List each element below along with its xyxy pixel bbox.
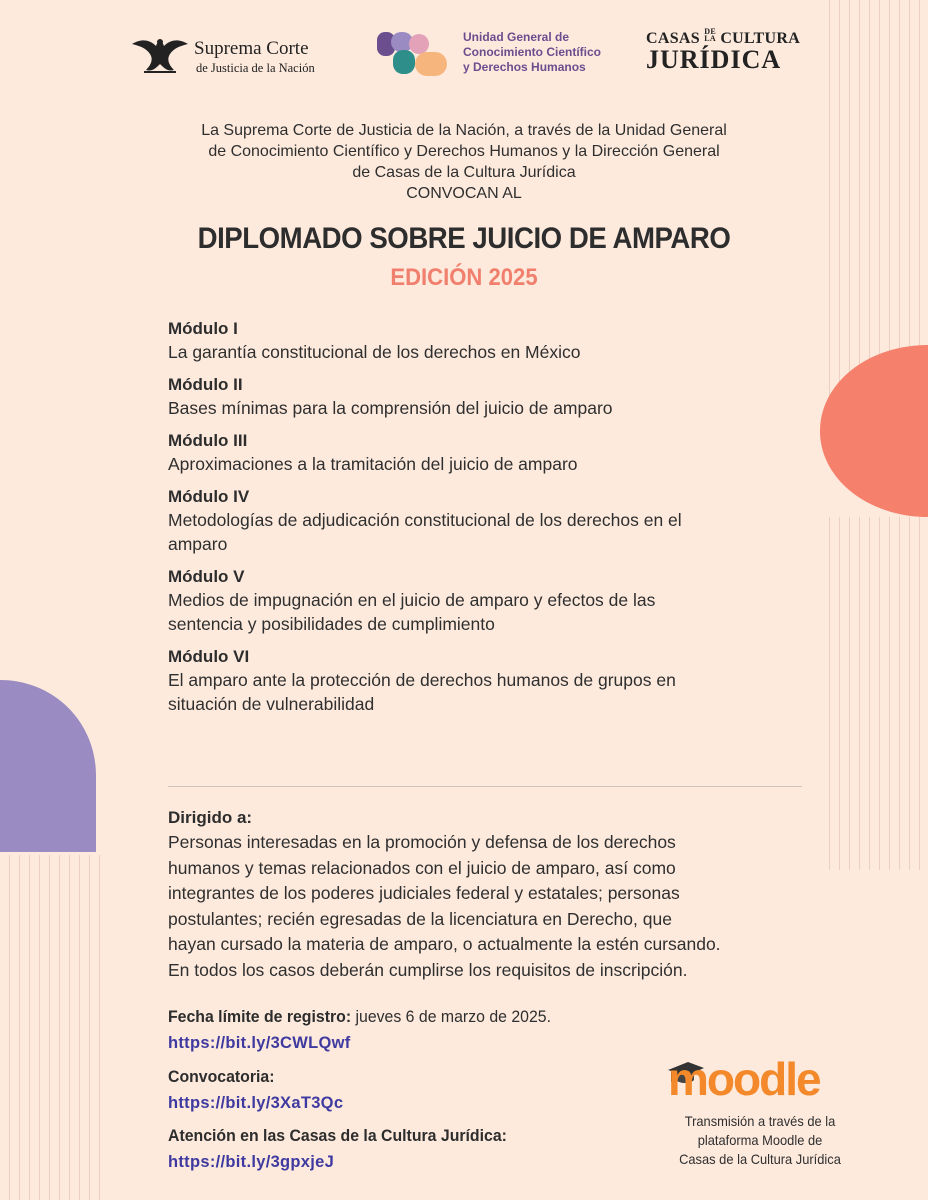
convocatoria-section (168, 1068, 648, 1113)
module-description: Aproximaciones a la tramitación del juicio de amparo (168, 454, 578, 474)
unidad-general-text (463, 30, 601, 75)
module-heading: Módulo II (168, 375, 243, 394)
page-title: DIPLOMADO SOBRE JUICIO DE AMPARO (197, 222, 731, 255)
module-1 (168, 318, 798, 364)
audience-line: Personas interesadas en la promoción y defensa de los derechos (168, 832, 676, 852)
intro-line: La Suprema Corte de Justicia de la Nación, a través de la Unidad General (201, 122, 727, 139)
cultura-word: CULTURA (720, 30, 801, 47)
intro-paragraph (150, 120, 778, 204)
audience-line: postulantes; recién egresadas de la licenciatura en Derecho, que (168, 908, 672, 929)
casas-de-la (704, 28, 716, 42)
casas-la-word: LA (704, 34, 716, 43)
decorative-stripes-left (0, 855, 102, 1200)
casas-de-word: DE (704, 27, 716, 36)
section-divider (168, 786, 802, 787)
audience-line: humanos y temas relacionados con el juicio de amparo, así como (168, 857, 676, 878)
module-4 (168, 486, 798, 556)
module-heading: Módulo III (168, 431, 248, 450)
module-heading: Módulo V (168, 567, 245, 586)
module-2 (168, 374, 798, 420)
scjn-logo (130, 30, 320, 80)
edition-subtitle: EDICIÓN 2025 (390, 264, 538, 291)
juridica-word: JURÍDICA (646, 45, 782, 74)
moodle-caption-line: Transmisión a través de la (684, 1113, 836, 1129)
unidad-general-logo (375, 30, 601, 80)
moodle-wordmark: moodle (668, 1053, 820, 1105)
module-heading: Módulo I (168, 319, 238, 338)
module-description: La garantía constitucional de los derechos en México (168, 342, 581, 362)
purple-half-circle (0, 680, 96, 852)
casas-cultura-logo (640, 28, 800, 78)
coral-half-circle (820, 345, 928, 517)
module-3 (168, 430, 798, 476)
module-description: Medios de impugnación en el juicio de amparo y efectos de las (168, 590, 656, 610)
unidad-general-mark-icon (375, 30, 449, 76)
registration-link[interactable]: https://bit.ly/3CWLQwf (168, 1034, 351, 1052)
module-description: El amparo ante la protección de derechos humanos de grupos en (168, 670, 676, 690)
moodle-caption (650, 1112, 871, 1169)
intro-line: CONVOCAN AL (406, 185, 522, 202)
module-description: situación de vulnerabilidad (168, 694, 375, 714)
module-heading: Módulo IV (168, 487, 250, 506)
unidad-general-line1: Unidad General de (463, 30, 570, 44)
audience-line: integrantes de los poderes judiciales federal y estatales; personas (168, 883, 680, 903)
eagle-icon (130, 30, 190, 76)
atencion-label: Atención en las Casas de la Cultura Jurídica: (168, 1127, 507, 1145)
registration-deadline-value: jueves 6 de marzo de 2025. (351, 1008, 551, 1026)
intro-line: de Conocimiento Científico y Derechos Humanos y la Dirección General (208, 143, 720, 160)
audience-line: hayan cursado la materia de amparo, o actualmente la estén cursando. (168, 934, 721, 954)
unidad-general-line3: y Derechos Humanos (463, 60, 586, 74)
audience-line: En todos los casos deberán cumplirse los requisitos de inscripción. (168, 959, 688, 980)
convocatoria-link[interactable]: https://bit.ly/3XaT3Qc (168, 1094, 344, 1112)
module-5 (168, 566, 798, 636)
scjn-title: Suprema Corte (194, 38, 309, 59)
registration-deadline (168, 1008, 648, 1053)
atencion-section (168, 1127, 648, 1172)
scjn-subtitle: de Justicia de la Nación (196, 61, 315, 75)
module-heading: Módulo VI (168, 647, 250, 666)
module-description: Bases mínimas para la comprensión del juicio de amparo (168, 398, 613, 418)
casas-word: CASAS (646, 30, 700, 47)
module-description: amparo (168, 534, 228, 554)
intro-line: de Casas de la Cultura Jurídica (352, 164, 576, 181)
unidad-general-line2: Conocimiento Científico (463, 45, 601, 59)
module-description: sentencia y posibilidades de cumplimiento (168, 614, 495, 634)
moodle-badge (640, 1052, 880, 1182)
registration-deadline-label: Fecha límite de registro: (168, 1008, 352, 1026)
atencion-link[interactable]: https://bit.ly/3gpxjeJ (168, 1153, 335, 1171)
moodle-caption-line: plataforma Moodle de (697, 1132, 823, 1148)
modules-list (168, 318, 798, 726)
module-description: Metodologías de adjudicación constitucional de los derechos en el (168, 510, 682, 530)
audience-section (168, 806, 818, 983)
audience-heading: Dirigido a: (168, 808, 253, 827)
convocatoria-label: Convocatoria: (168, 1068, 275, 1086)
moodle-caption-line: Casas de la Cultura Jurídica (679, 1151, 841, 1167)
registration-deadline-text (168, 1008, 629, 1027)
module-6 (168, 646, 798, 716)
